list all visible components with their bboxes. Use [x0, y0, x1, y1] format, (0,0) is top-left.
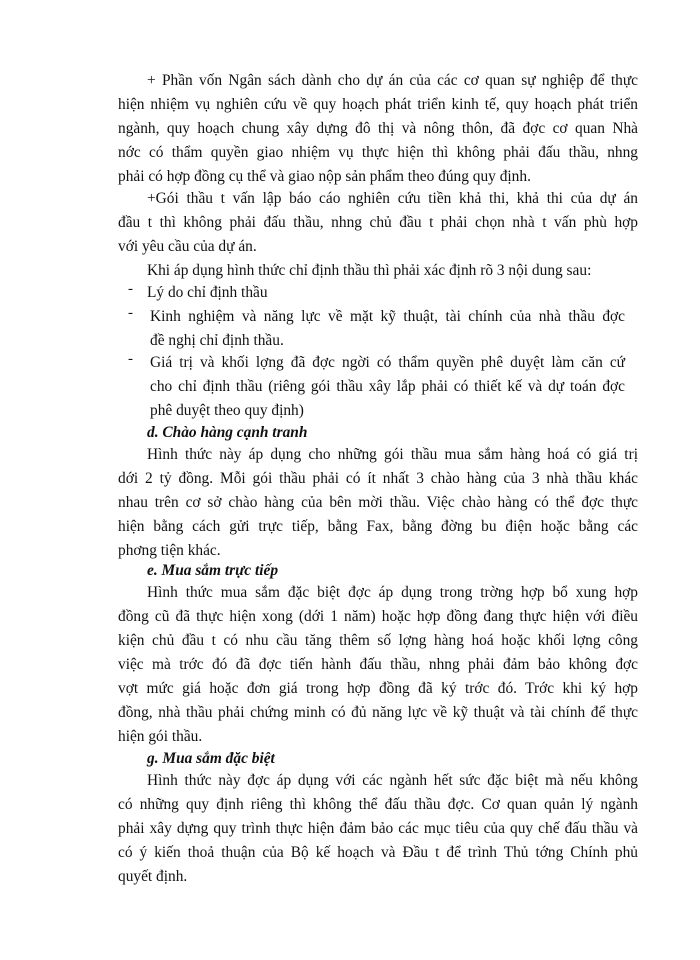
para-g-line-2: có những quy định riêng thì không thể đấu thầu đợc. Cơ quan quản lý ngành	[118, 796, 638, 813]
para2-line-2: đầu t thì không phải đấu thầu, nhng chủ đầu t phải chọn nhà t vấn phù hợp	[118, 214, 638, 231]
para-g-line-3: phải xây dựng quy trình thực hiện đảm bảo các mục tiêu của quy chế đấu thầu và	[118, 820, 638, 837]
heading-g: g. Mua sắm đặc biệt	[147, 750, 275, 767]
para3-line: Khi áp dụng hình thức chỉ định thầu thì phải xác định rõ 3 nội dung sau:	[147, 262, 592, 279]
bullet-2-line-1: Kinh nghiệm và năng lực về mặt kỹ thuật, tài chính của nhà thầu đợc	[150, 308, 625, 325]
bullet-dash-3: -	[128, 351, 133, 367]
para2-line-1: +Gói thầu t vấn lập báo cáo nghiên cứu tiền khả thi, khả thi của dự án	[147, 190, 638, 207]
bullet-3-line-3: phê duyệt theo quy định)	[150, 402, 304, 419]
para-e-line-6: đồng, nhà thầu phải chứng minh có đủ năng lực về kỹ thuật và tài chính để thực	[118, 704, 638, 721]
para-d-line-1: Hình thức này áp dụng cho những gói thầu mua sắm hàng hoá có giá trị	[147, 446, 638, 463]
para-e-line-1: Hình thức mua sắm đặc biệt đợc áp dụng trong trờng hợp bổ xung hợp	[147, 584, 638, 601]
bullet-3-line-2: cho chỉ định thầu (riêng gói thầu xây lắp phải có thiết kế và dự toán đợc	[150, 378, 625, 395]
para1-line-3: ngành, quy hoạch chung xây dựng đô thị và nông thôn, đã đợc cơ quan Nhà	[118, 120, 638, 137]
bullet-2-line-2: đề nghị chỉ định thầu.	[150, 332, 284, 349]
heading-e: e. Mua sắm trực tiếp	[147, 562, 279, 579]
para-g-line-5: quyết định.	[118, 868, 188, 885]
para-e-line-2: đồng cũ đã thực hiện xong (dới 1 năm) hoặc hợp đồng đang thực hiện với điều	[118, 608, 638, 625]
para-d-line-5: phơng tiện khác.	[118, 542, 221, 559]
heading-d: d. Chào hàng cạnh tranh	[147, 424, 308, 441]
para1-line-4: nớc có thẩm quyền giao nhiệm vụ thực hiện thì không phải đấu thầu, nhng	[118, 144, 638, 161]
para-e-line-3: kiện chủ đầu t có nhu cầu tăng thêm số lợng hàng hoá hoặc khối lợng công	[118, 632, 638, 649]
para-e-line-4: việc mà trớc đó đã đợc tiến hành đấu thầu, nhng phải đảm bảo không đợc	[118, 656, 638, 673]
para1-line-1: + Phần vốn Ngân sách dành cho dự án của các cơ quan sự nghiệp để thực	[147, 72, 638, 89]
para-g-line-1: Hình thức này đợc áp dụng với các ngành hết sức đặc biệt mà nếu không	[147, 772, 638, 789]
para2-line-3: với yêu cầu của dự án.	[118, 238, 257, 255]
bullet-dash-2: -	[128, 305, 133, 321]
para-d-line-4: hiện bằng cách gửi trực tiếp, bằng Fax, bằng đờng bu điện hoặc bằng các	[118, 518, 638, 535]
bullet-dash-1: -	[128, 281, 133, 297]
para-g-line-4: có ý kiến thoả thuận của Bộ kế hoạch và Đầu t để trình Thủ tớng Chính phủ	[118, 844, 638, 861]
para1-line-5: phải có hợp đồng cụ thể và giao nộp sản phẩm theo đúng quy định.	[118, 168, 531, 185]
para-d-line-2: dới 2 tỷ đồng. Mỗi gói thầu phải có ít nhất 3 chào hàng của 3 nhà thầu khác	[118, 470, 638, 487]
bullet-1-line-1: Lý do chỉ định thầu	[147, 284, 268, 301]
para-e-line-7: hiện gói thầu.	[118, 728, 203, 745]
para-e-line-5: vợt mức giá hoặc đơn giá trong hợp đồng đã ký trớc đó. Trớc khi ký hợp	[118, 680, 638, 697]
para-d-line-3: nhau trên cơ sở chào hàng của bên mời thầu. Việc chào hàng có thể đợc thực	[118, 494, 638, 511]
bullet-3-line-1: Giá trị và khối lợng đã đợc ngời có thẩm quyền phê duyệt làm căn cứ	[150, 354, 625, 371]
para1-line-2: hiện nhiệm vụ nghiên cứu về quy hoạch phát triển kinh tế, quy hoạch phát triển	[118, 96, 638, 113]
